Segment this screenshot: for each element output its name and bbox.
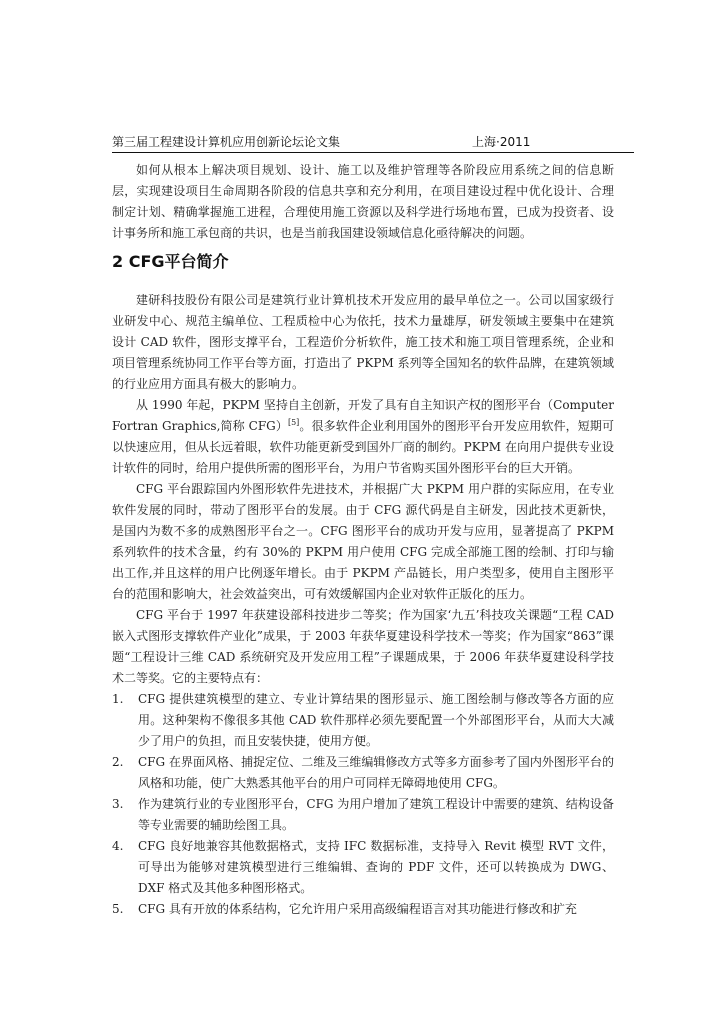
feature-list bbox=[112, 689, 614, 920]
list-number: 4. bbox=[112, 839, 124, 853]
paragraph-company: 建研科技股份有限公司是建筑行业计算机技术开发应用的最早单位之一。公司以国家级行业研发中心、规范主编单位、工程质检中心为依托，技术力量雄厚，研发领域主要集中在建筑设计 CAD 软件，图形支撑平台，工程造价分析软件，施工技术和施工项目管理系统，企业和项目管理系统协同工作平台等方面，打造出了 PKPM 系列等全国知名的软件品牌，在建筑领域的行业应用方面具有极大的影响力。 bbox=[112, 293, 614, 391]
list-number: 3. bbox=[112, 797, 124, 811]
paragraph-history-tail: 。很多软件企业利用国外的图形平台开发应用软件，短期可以快速应用，但从长远着眼，软件功能更新受到国外厂商的制约。PKPM 在向用户提供专业设计软件的同时，给用户提供所需的图形平台，为用户节省购买国外图形平台的巨大开销。 bbox=[112, 419, 614, 475]
list-item bbox=[112, 752, 614, 794]
paragraph-awards: CFG 平台于 1997 年获建设部科技进步二等奖；作为国家‘九五’科技攻关课题“工程 CAD 嵌入式图形支撑软件产业化”成果，于 2003 年获华夏建设科学技术一等奖；作为国家“863”课题“工程设计三维 CAD 系统研究及开发应用工程”子课题成果，于 2006 年获华夏建设科学技术二等奖。它的主要特点有： bbox=[112, 608, 614, 685]
intro-paragraph: 如何从根本上解决项目规划、设计、施工以及维护管理等各阶段应用系统之间的信息断层，实现建设项目生命周期各阶段的信息共享和充分利用，在项目建设过程中优化设计、合理制定计划、精确掌握施工进程，合理使用施工资源以及科学进行场地布置，已成为投资者、设计事务所和施工承包商的共识，也是当前我国建设领域信息化亟待解决的问题。 bbox=[112, 163, 614, 240]
list-text: 作为建筑行业的专业图形平台，CFG 为用户增加了建筑工程设计中需要的建筑、结构设备等专业需要的辅助绘图工具。 bbox=[138, 797, 614, 832]
list-item bbox=[112, 899, 614, 920]
paragraph-history-text: 从 1990 年起，PKPM 坚持自主创新，开发了具有自主知识产权的图形平台（Computer Fortran Graphics,简称 CFG） bbox=[112, 398, 614, 433]
citation-ref: [5] bbox=[287, 418, 300, 427]
paragraph-history bbox=[112, 395, 614, 479]
list-item bbox=[112, 794, 614, 836]
list-text: CFG 在界面风格、捕捉定位、二维及三维编辑修改方式等多方面参考了国内外图形平台的风格和功能，使广大熟悉其他平台的用户可同样无障碍地使用 CFG。 bbox=[138, 755, 614, 790]
paragraph-tracking: CFG 平台跟踪国内外图形软件先进技术，并根据广大 PKPM 用户群的实际应用，在专业软件发展的同时，带动了图形平台的发展。由于 CFG 源代码是自主研发，因此技术更新快，是国内为数不多的成熟图形平台之一。CFG 图形平台的成功开发与应用，显著提高了 PKPM 系列软件的技术含量，约有 30%的 PKPM 用户使用 CFG 完成全部施工图的绘制、打印与输出工作,并且这样的用户比例逐年增长。由于 PKPM 产品链长，用户类型多，使用自主图形平台的范围和影响大，社会效益突出，可有效缓解国内企业对软件正版化的压力。 bbox=[112, 482, 614, 601]
list-text: CFG 提供建筑模型的建立、专业计算结果的图形显示、施工图绘制与修改等各方面的应用。这种架构不像很多其他 CAD 软件那样必须先要配置一个外部图形平台，从而大大减少了用户的负担，而且安装快捷，使用方便。 bbox=[138, 692, 614, 748]
proceedings-title: 第三届工程建设计算机应用创新论坛论文集 bbox=[112, 135, 341, 149]
list-item bbox=[112, 836, 614, 899]
header-location-year: 上海·2011 bbox=[472, 135, 531, 149]
section-heading: 2 CFG平台简介 bbox=[112, 252, 229, 271]
list-item bbox=[112, 689, 614, 752]
page-body bbox=[112, 160, 614, 920]
header-rule bbox=[112, 152, 634, 153]
list-number: 1. bbox=[112, 692, 124, 706]
list-text: CFG 良好地兼容其他数据格式，支持 IFC 数据标准，支持导入 Revit 模型 RVT 文件，可导出为能够对建筑模型进行三维编辑、查询的 PDF 文件，还可以转换成为 DWG、DXF 格式及其他多种图形格式。 bbox=[138, 839, 614, 895]
list-text: CFG 具有开放的体系结构，它允许用户采用高级编程语言对其功能进行修改和扩充 bbox=[138, 902, 577, 916]
list-number: 5. bbox=[112, 902, 124, 916]
list-number: 2. bbox=[112, 755, 124, 769]
